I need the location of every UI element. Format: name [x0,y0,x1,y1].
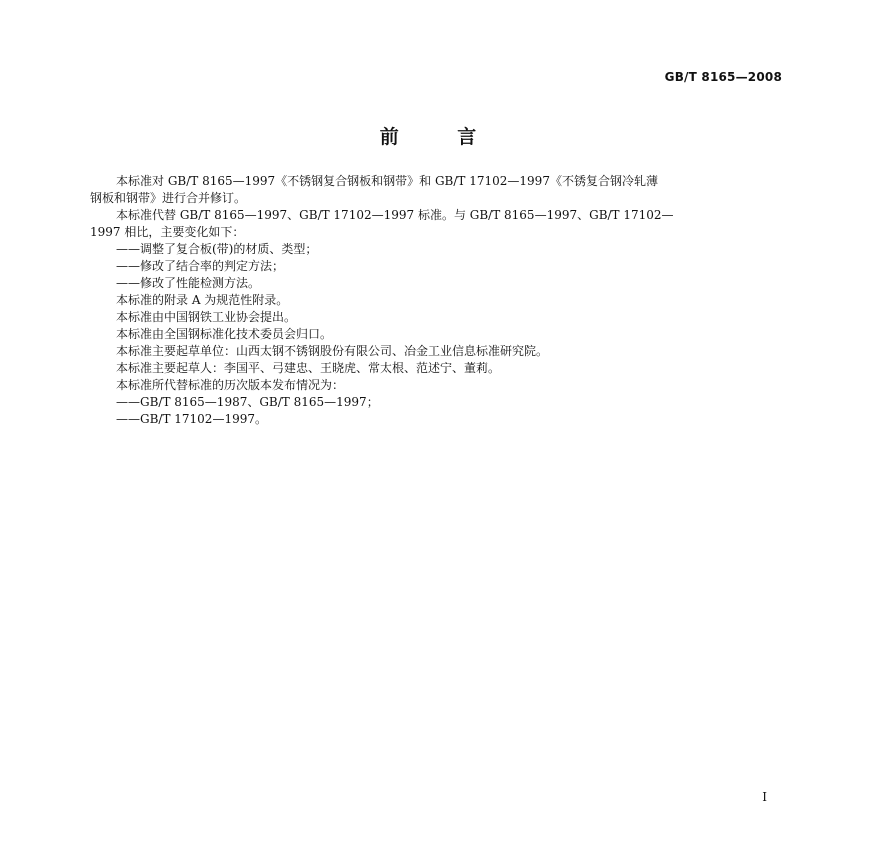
list-item: ——修改了性能检测方法。 [116,276,261,290]
paragraph-line: 本标准的附录 A 为规范性附录。 [116,293,289,307]
paragraph-line: 本标准由全国钢标准化技术委员会归口。 [116,327,333,341]
page-title: 前 言 [379,126,503,148]
paragraph-line: 本标准所代替标准的历次版本发布情况为： [116,378,345,392]
list-item: ——调整了复合板(带)的材质、类型； [116,242,318,256]
paragraph-line: 本标准由中国钢铁工业协会提出。 [116,310,297,324]
list-item: ——GB/T 17102—1997。 [116,412,267,426]
paragraph-line: 本标准对 GB/T 8165—1997《不锈钢复合钢板和钢带》和 GB/T 17102—1997《不锈复合钢冷轧薄 [116,174,658,188]
page-number: I [762,790,767,804]
paragraph-line: 本标准主要起草单位：山西太钢不锈钢股份有限公司、冶金工业信息标准研究院。 [116,344,549,358]
paragraph-line: 1997 相比，主要变化如下： [90,225,245,239]
paragraph-line: 本标准代替 GB/T 8165—1997、GB/T 17102—1997 标准。与 GB/T 8165—1997、GB/T 17102— [116,208,674,222]
paragraph-line: 本标准主要起草人：李国平、弓建忠、王晓虎、常太根、范述宁、董莉。 [116,361,501,375]
foreword-body [90,173,790,428]
list-item: ——GB/T 8165—1987、GB/T 8165—1997； [116,395,379,409]
paragraph-line: 钢板和钢带》进行合并修订。 [90,191,247,205]
standard-code: GB/T 8165—2008 [664,70,782,84]
list-item: ——修改了结合率的判定方法； [116,259,285,273]
